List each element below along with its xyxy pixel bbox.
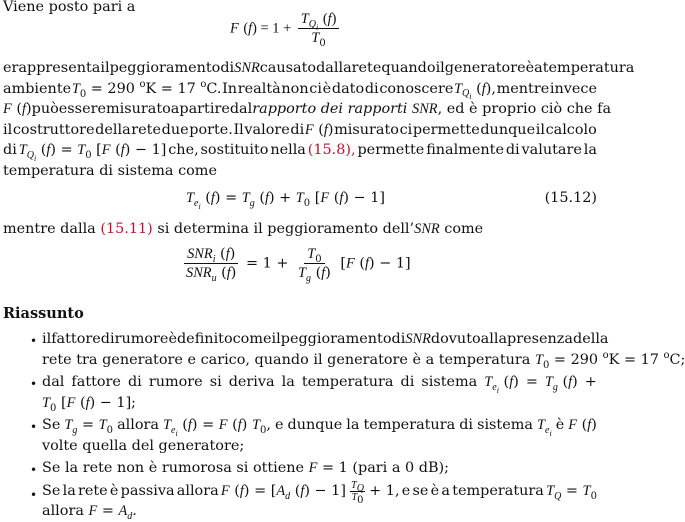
fraction: $\frac{T_Q}{T_0}$ xyxy=(351,480,364,506)
paragraph-line: temperatura di sistema come xyxy=(3,162,217,179)
equation-snr-degradation: $\frac{SNR_i (f)}{SNR_u (f)}$ = 1 + $\frac{T_0}{T_g (f)}$ [F (f) − 1] xyxy=(181,245,411,282)
equation-system-temperature: $T_{e_i}$ $(f) = T_g$ $(f) + T_0$ [F (f) − 1] xyxy=(186,190,385,211)
equation-ref-link[interactable]: (15.8), xyxy=(307,142,356,158)
list-item: Se $T_g = T_0$ allora $T_{e_i}$ (f) = F (f) $T_0$, e dunque la temperatura di sistema $T_{e_i}$ è F (f) volte quella del generatore; xyxy=(42,417,597,454)
equation-number: (15.12) xyxy=(544,190,597,206)
fraction: $\frac{T_{Q_i} (f)}{T_0}$ xyxy=(298,10,340,47)
paragraph-line: e rappresenta il peggioramento di SNR causato dalla rete quando il generatore è a temperatura xyxy=(3,60,635,76)
bullet-icon: • xyxy=(30,488,38,502)
equation-noise-factor: F (f) = 1 + $\frac{T_{Q_i} (f)}{T_0}$ xyxy=(230,10,341,47)
bullet-icon: • xyxy=(30,334,38,348)
paragraph-line: F (f) può essere misurato a partire dal rapporto dei rapporti SNR , ed è proprio ciò che fa xyxy=(3,101,612,117)
paragraph-line: ambiente $T_0 = 290$ $^o$K = 17 $^o$C. In realtà non ci è dato di conoscere $T_{Q_i}$ (f), mentre invece xyxy=(3,78,597,102)
equation-ref-link[interactable]: (15.11) xyxy=(100,221,153,237)
list-item: il fattore di rumore è definito come il peggioramento di SNR dovuto alla presenza della rete tra generatore e carico, quando il generatore è a temperatura $T_0 = 290$ $^o$K = 17 $^o$C; xyxy=(42,331,685,371)
paragraph-line: il costruttore della rete due porte. Il valore di F (f) misurato ci permette dunque il calcolo xyxy=(3,121,597,138)
paragraph-line: di $T_{Q_i}$ $(f) = T_0$ [F (f) − 1] che, sostituito nella (15.8), permette finalmente di valutare la xyxy=(3,142,597,163)
bullet-icon: • xyxy=(30,377,38,391)
bullet-icon: • xyxy=(30,463,38,477)
paragraph-2: mentre dalla (15.11) si determina il peggioramento dell’SNR come xyxy=(3,221,484,237)
list-item: Se la rete non è rumorosa si ottiene F = 1 (pari a 0 dB); xyxy=(42,460,449,476)
section-heading: Riassunto xyxy=(3,305,84,322)
bullet-icon: • xyxy=(30,420,38,434)
list-item: dal fattore di rumore si deriva la temperatura di sistema $T_{e_i}$ (f) = $T_g$ (f) + $T_0$ [F (f) − 1]; xyxy=(42,374,597,414)
paragraph-1 xyxy=(3,58,635,181)
fraction: $\frac{T_0}{T_g (f)}$ xyxy=(298,246,331,284)
list-item: Se la rete è passiva allora F $(f) = [A_d$ (f) − 1] $\frac{T_Q}{T_0}$ + 1, e se è a temperatura $T_Q = T_0$ allora $F = A_d$. xyxy=(42,480,597,522)
intro-text: Viene posto pari a xyxy=(3,0,136,15)
fraction: $\frac{SNR_i (f)}{SNR_u (f)}$ xyxy=(186,246,237,284)
